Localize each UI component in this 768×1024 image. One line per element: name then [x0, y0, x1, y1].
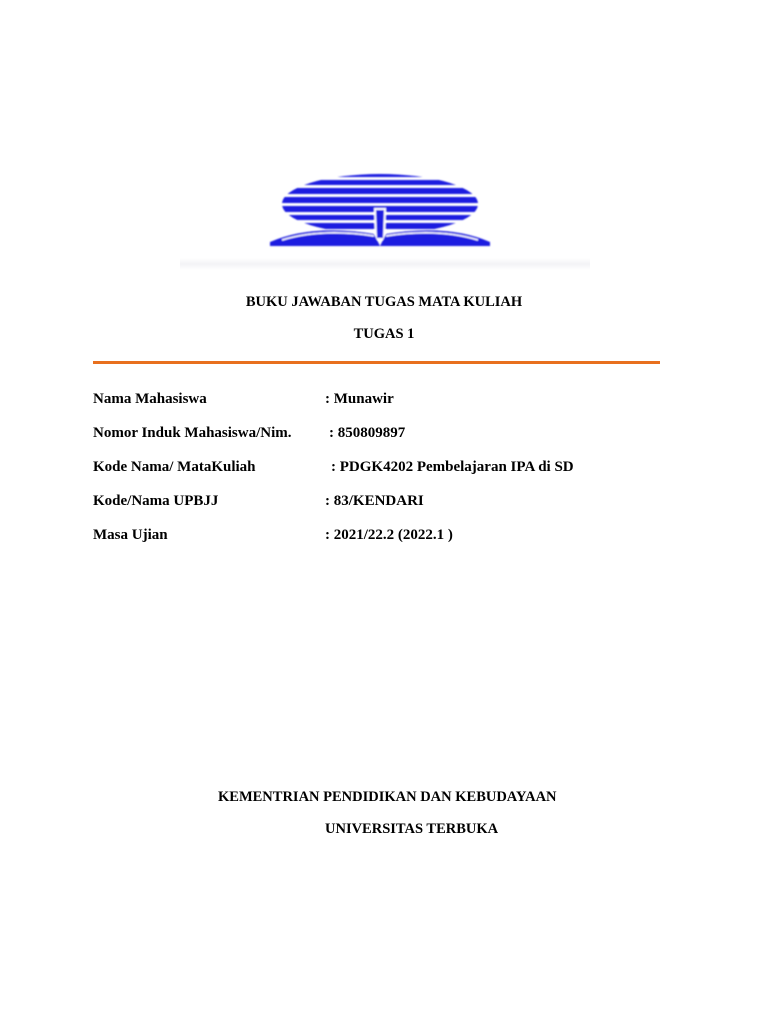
university-logo-icon	[262, 168, 498, 256]
info-label: Kode/Nama UPBJJ	[93, 493, 219, 509]
info-label: Nama Mahasiswa	[93, 391, 207, 407]
info-value: : PDGK4202 Pembelajaran IPA di SD	[331, 459, 574, 475]
divider-line	[93, 361, 660, 364]
info-row-name	[93, 391, 693, 413]
info-value: : 850809897	[329, 425, 406, 441]
info-label: Nomor Induk Mahasiswa/Nim.	[93, 425, 292, 441]
info-label: Masa Ujian	[93, 527, 168, 543]
info-row-course	[93, 459, 693, 481]
info-value: : Munawir	[325, 391, 394, 407]
info-value: : 83/KENDARI	[325, 493, 424, 509]
info-value: : 2021/22.2 (2022.1 )	[325, 527, 453, 543]
document-title: BUKU JAWABAN TUGAS MATA KULIAH	[245, 294, 523, 310]
info-label: Kode Nama/ MataKuliah	[93, 459, 256, 475]
document-subtitle: TUGAS 1	[353, 326, 415, 342]
info-row-exam-period	[93, 527, 693, 549]
info-row-upbjj	[93, 493, 693, 515]
university-name: UNIVERSITAS TERBUKA	[325, 821, 499, 837]
logo-glow	[180, 258, 590, 270]
ministry-name: KEMENTRIAN PENDIDIKAN DAN KEBUDAYAAN	[218, 789, 557, 805]
info-row-nim	[93, 425, 693, 447]
